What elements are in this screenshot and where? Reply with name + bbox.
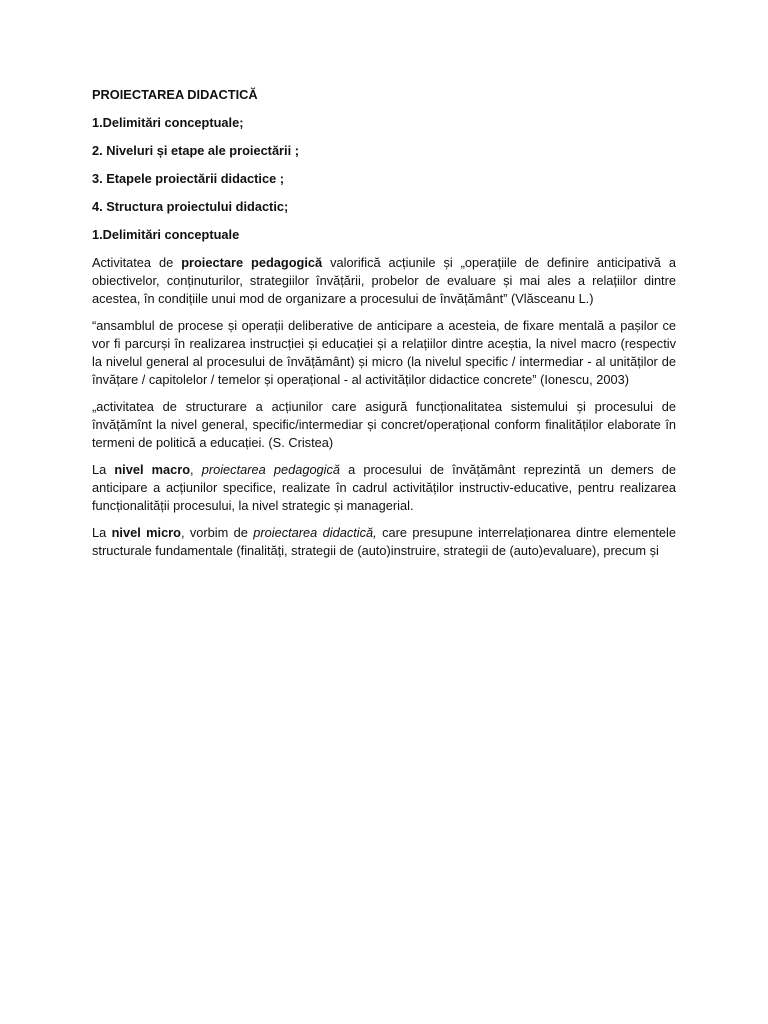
- text-run: , vorbim de: [180, 525, 254, 540]
- toc-item-3: 3. Etapele proiectării didactice ;: [92, 171, 285, 186]
- paragraph-definition-ionescu: “ansamblul de procese și operații deliberative de anticipare a acesteia, de fixare mentală a pașilor ce vor fi parcurși în realizarea instrucției și educației și a relațiilor dintre aceștia, la nivel macro (respectiv la nivelul general al procesului de învățământ) și micro (la nivelul specific / intermediar - al unităților de învățare / capitolelor / temelor și operațional - al activităților didactice concrete” (Ionescu, 2003): [92, 318, 676, 387]
- bold-term: nivel micro: [111, 525, 181, 540]
- section-heading: 1.Delimitări conceptuale: [92, 227, 240, 242]
- paragraph-nivel-macro: [92, 461, 676, 515]
- text-run: ,: [190, 462, 202, 477]
- bold-term: proiectare pedagogică: [181, 255, 323, 270]
- italic-term: proiectarea didactică,: [253, 525, 377, 540]
- paragraph-nivel-micro: [92, 524, 676, 560]
- text-run: care presupune interrelaționarea dintre elementele structurale fundamentale (finalități, strategii de (auto)instruire, strategii de (auto)evaluare), precum și: [92, 525, 676, 558]
- text-run: La: [92, 462, 115, 477]
- document-page: [92, 86, 676, 569]
- toc-item-4: 4. Structura proiectului didactic;: [92, 199, 289, 214]
- italic-term: proiectarea pedagogică: [201, 462, 341, 477]
- text-run: La: [92, 525, 112, 540]
- paragraph-definition-cristea: „activitatea de structurare a acțiunilor care asigură funcționalitatea sistemului și procesului de învățămînt la nivel general, specific/intermediar și concret/operațional conform finalităților elaborate în termeni de politică a educației. (S. Cristea): [92, 399, 676, 450]
- toc-item-2: 2. Niveluri și etape ale proiectării ;: [92, 143, 299, 158]
- document-title: PROIECTAREA DIDACTICĂ: [92, 87, 258, 102]
- toc-item-1: 1.Delimitări conceptuale;: [92, 115, 244, 130]
- paragraph-definition-vlasceanu: [92, 254, 676, 308]
- bold-term: nivel macro: [114, 462, 191, 477]
- text-run: a procesului de învățământ reprezintă un demers de anticipare a acțiunilor specifice, realizate în cadrul activităților instructiv-educative, pentru realizarea funcționalității procesului, la nivel strategic și managerial.: [92, 462, 676, 513]
- text-run: valorifică acțiunile și „operațiile de definire anticipativă a obiectivelor, conținuturilor, strategiilor învățării, probelor de evaluare și mai ales a relațiilor dintre acestea, în condițiile unui mod de organizare a procesului de învățământ” (Vlăsceanu L.): [92, 255, 677, 306]
- text-run: Activitatea de: [92, 255, 182, 270]
